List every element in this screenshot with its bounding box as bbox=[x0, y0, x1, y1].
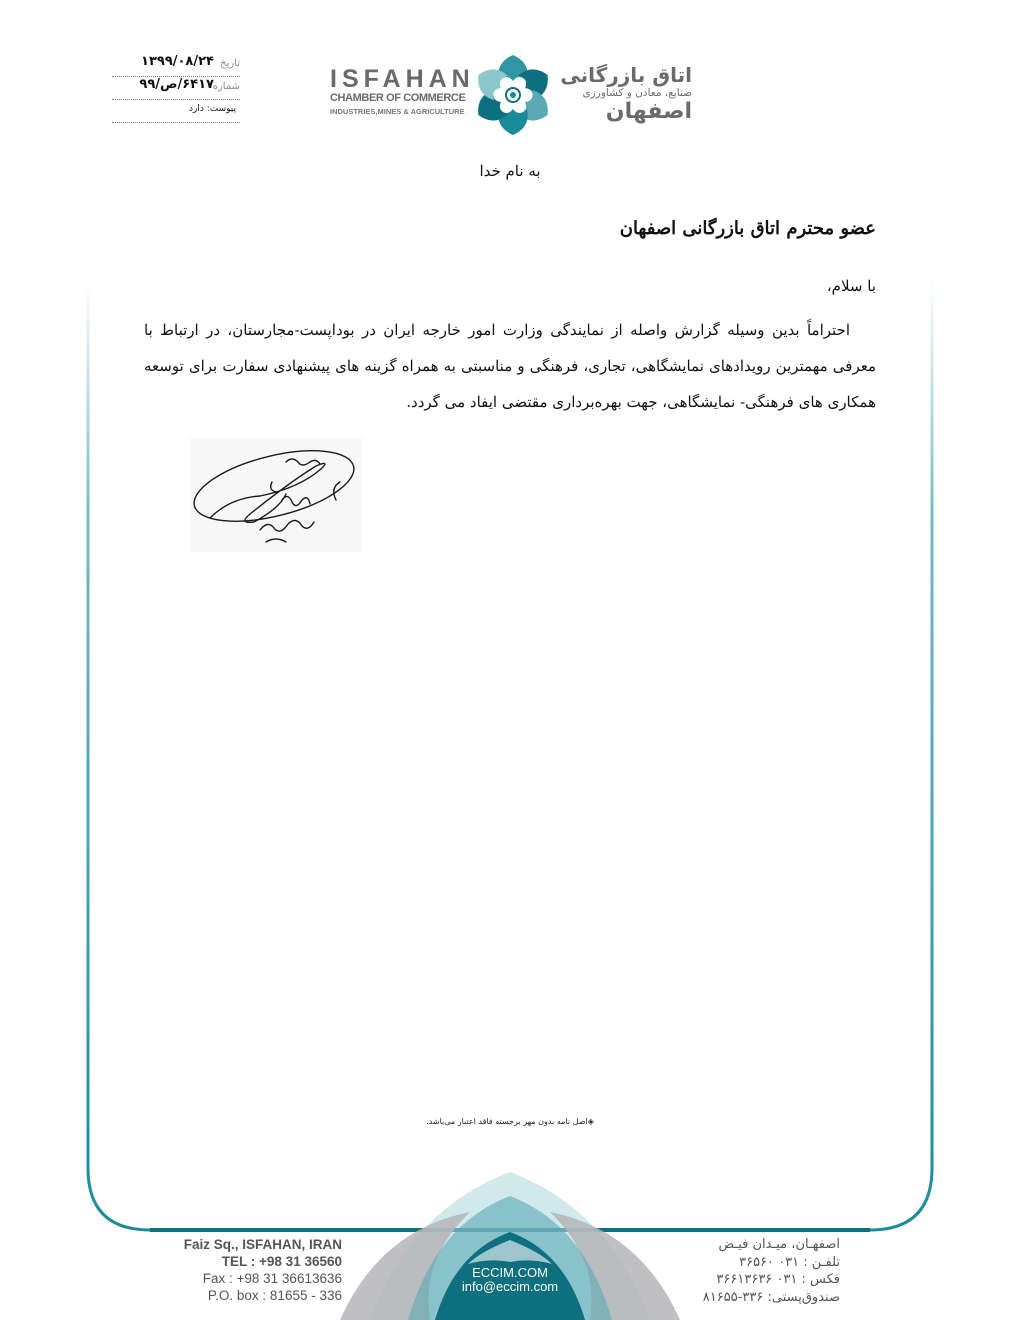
date-value: ۱۳۹۹/۰۸/۲۴ bbox=[141, 54, 214, 69]
signature-image bbox=[190, 438, 362, 552]
footer-fax-fa: فکس : ۰۳۱ ۳۶۶۱۳۶۳۶ bbox=[716, 1272, 840, 1287]
letter-meta bbox=[112, 56, 240, 125]
email-link[interactable]: info@eccim.com bbox=[461, 1279, 559, 1294]
seal-note-text: اصل نامه بدون مهر برجسته فاقد اعتبار می‌باشد. bbox=[426, 1117, 588, 1126]
frame-border bbox=[88, 280, 932, 1230]
footer-pobox-en: P.O. box : 81655 - 336 bbox=[207, 1288, 342, 1303]
date-row bbox=[112, 56, 240, 77]
logo-en-line1: ISFAHAN bbox=[330, 65, 475, 93]
logo-persian bbox=[558, 64, 692, 124]
logo-fa-line3: اصفهان bbox=[605, 99, 692, 124]
date-label: تاریخ bbox=[220, 58, 240, 69]
footer-contact-fa bbox=[678, 1236, 840, 1306]
footer-pobox-fa: صندوق‌پستی: ۳۳۶-۸۱۶۵۵ bbox=[702, 1289, 840, 1305]
attachment-row bbox=[112, 102, 240, 123]
attachment-value: پیوست: دارد bbox=[188, 104, 236, 114]
logo-english bbox=[330, 65, 475, 120]
footer-address-en: Faiz Sq., ISFAHAN, IRAN bbox=[183, 1237, 342, 1252]
logo-en-line2: CHAMBER OF COMMERCE bbox=[330, 92, 466, 104]
seal-note bbox=[380, 1117, 640, 1126]
basmala: به نام خدا bbox=[479, 162, 541, 180]
number-value: ۶۴۱۷/ص/۹۹ bbox=[139, 77, 214, 92]
footer-web bbox=[440, 1266, 580, 1294]
number-row bbox=[112, 79, 240, 100]
footer-tel-fa: تلفـن : ۰۳۱ ۳۶۵۶۰ bbox=[739, 1254, 840, 1270]
salutation: با سلام، bbox=[826, 277, 876, 295]
website-link[interactable]: ECCIM.COM bbox=[472, 1265, 548, 1280]
logo-fa-line1: اتاق بازرگانی bbox=[560, 63, 692, 87]
footer-tel-en: TEL : +98 31 36560 bbox=[221, 1254, 342, 1269]
diamond-icon: ◈ bbox=[587, 1117, 594, 1126]
footer-contact-en bbox=[170, 1236, 342, 1304]
logo-en-line3: INDUSTRIES,MINES & AGRICULTURE bbox=[330, 107, 465, 116]
number-label: شماره bbox=[212, 81, 240, 92]
recipient-heading: عضو محترم اتاق بازرگانی اصفهان bbox=[619, 218, 876, 239]
chamber-logo-icon bbox=[470, 52, 556, 138]
logo-fa-line2: صنایع، معادن و کشاورزی bbox=[582, 87, 692, 99]
footer-address-fa: اصفهـان، میـدان فیـض bbox=[718, 1237, 840, 1252]
footer-fax-en: Fax : +98 31 36613636 bbox=[202, 1271, 342, 1286]
footer-petals bbox=[340, 1172, 680, 1320]
letter-body: احتراماً بدین وسیله گزارش واصله از نمایندگی وزارت امور خارجه ایران در بوداپست-مجارستان، در ارتباط با معرفی مهمترین رویدادهای نمایشگاهی، تجاری، فرهنگی و مناسبتی به همراه گزینه های پیشنهادی سفارت برای توسعه همکاری های فرهنگی- نمایشگاهی، جهت بهره‌برداری مقتضی ایفاد می گردد. bbox=[144, 321, 876, 411]
